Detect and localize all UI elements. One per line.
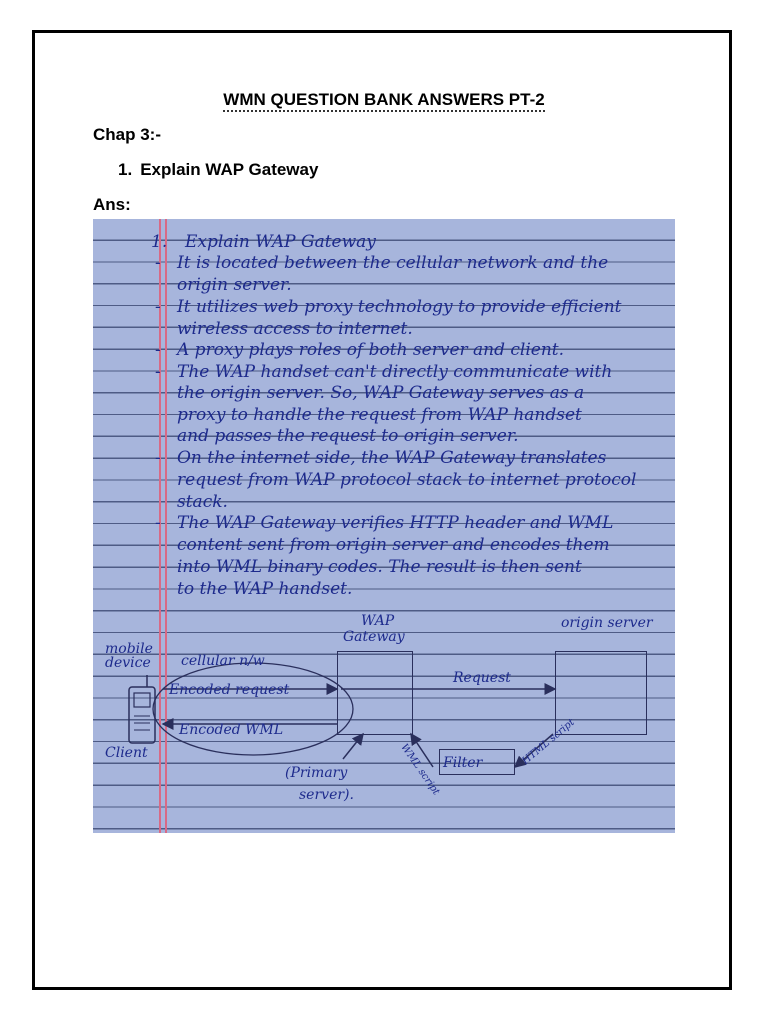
document-title: WMN QUESTION BANK ANSWERS PT-2 bbox=[0, 90, 768, 110]
question-heading bbox=[118, 160, 318, 180]
html-script-label: HTML script bbox=[520, 717, 577, 767]
bullet-mark: - bbox=[155, 513, 161, 533]
notes-line: proxy to handle the request from WAP handset bbox=[177, 405, 582, 425]
notes-line: It utilizes web proxy technology to provide efficient bbox=[177, 297, 622, 317]
device-label: device bbox=[105, 655, 151, 671]
bullet-mark: - bbox=[155, 297, 161, 317]
encoded-request-label: Encoded request bbox=[169, 682, 290, 698]
server-label: server). bbox=[299, 787, 354, 803]
notes-line: On the internet side, the WAP Gateway translates bbox=[177, 448, 607, 468]
notes-line: It is located between the cellular network and the bbox=[177, 253, 609, 273]
question-number: 1. bbox=[118, 160, 133, 179]
mobile-label: mobile bbox=[105, 641, 153, 657]
notes-line: stack. bbox=[177, 492, 228, 512]
primary-server-arrow bbox=[343, 734, 363, 759]
notes-line: A proxy plays roles of both server and client. bbox=[177, 340, 565, 360]
notes-line: origin server. bbox=[177, 275, 292, 295]
cellular-network-ellipse bbox=[153, 663, 353, 755]
question-text: Explain WAP Gateway bbox=[140, 160, 319, 179]
notes-line: The WAP handset can't directly communicate with bbox=[177, 362, 613, 382]
bullet-mark: - bbox=[155, 340, 161, 360]
origin-server-label: origin server bbox=[561, 615, 653, 631]
handwritten-notes-photo bbox=[93, 219, 675, 833]
wml-script-label: WML script bbox=[398, 742, 442, 798]
notes-line: to the WAP handset. bbox=[177, 579, 353, 599]
chapter-heading: Chap 3:- bbox=[93, 125, 161, 144]
client-label: Client bbox=[105, 745, 148, 761]
gateway-label: Gateway bbox=[343, 629, 405, 645]
mobile-phone-icon bbox=[129, 687, 155, 743]
notes-line: and passes the request to origin server. bbox=[177, 426, 519, 446]
filter-label: Filter bbox=[443, 755, 483, 771]
bullet-mark: - bbox=[155, 253, 161, 273]
notes-line: wireless access to internet. bbox=[177, 319, 413, 339]
bullet-mark: - bbox=[155, 448, 161, 468]
encoded-wml-label: Encoded WML bbox=[179, 722, 284, 738]
primary-label: (Primary bbox=[285, 765, 348, 781]
notes-line: request from WAP protocol stack to internet protocol bbox=[177, 470, 637, 490]
notes-line: The WAP Gateway verifies HTTP header and WML bbox=[177, 513, 614, 533]
wap-gateway-box bbox=[337, 651, 413, 735]
notes-heading: Explain WAP Gateway bbox=[185, 232, 376, 252]
wap-gateway-diagram bbox=[93, 219, 675, 833]
cellular-label: cellular n/w bbox=[181, 653, 265, 669]
answer-label: Ans: bbox=[93, 195, 131, 214]
bullet-mark: - bbox=[155, 362, 161, 382]
handwritten-text bbox=[93, 219, 675, 833]
notes-line: the origin server. So, WAP Gateway serves as a bbox=[177, 383, 585, 403]
notes-line: into WML binary codes. The result is then sent bbox=[177, 557, 582, 577]
notes-heading-number: 1. bbox=[151, 232, 168, 252]
notes-line: content sent from origin server and encodes them bbox=[177, 535, 610, 555]
request-label: Request bbox=[453, 670, 511, 686]
wap-label: WAP bbox=[361, 613, 395, 629]
